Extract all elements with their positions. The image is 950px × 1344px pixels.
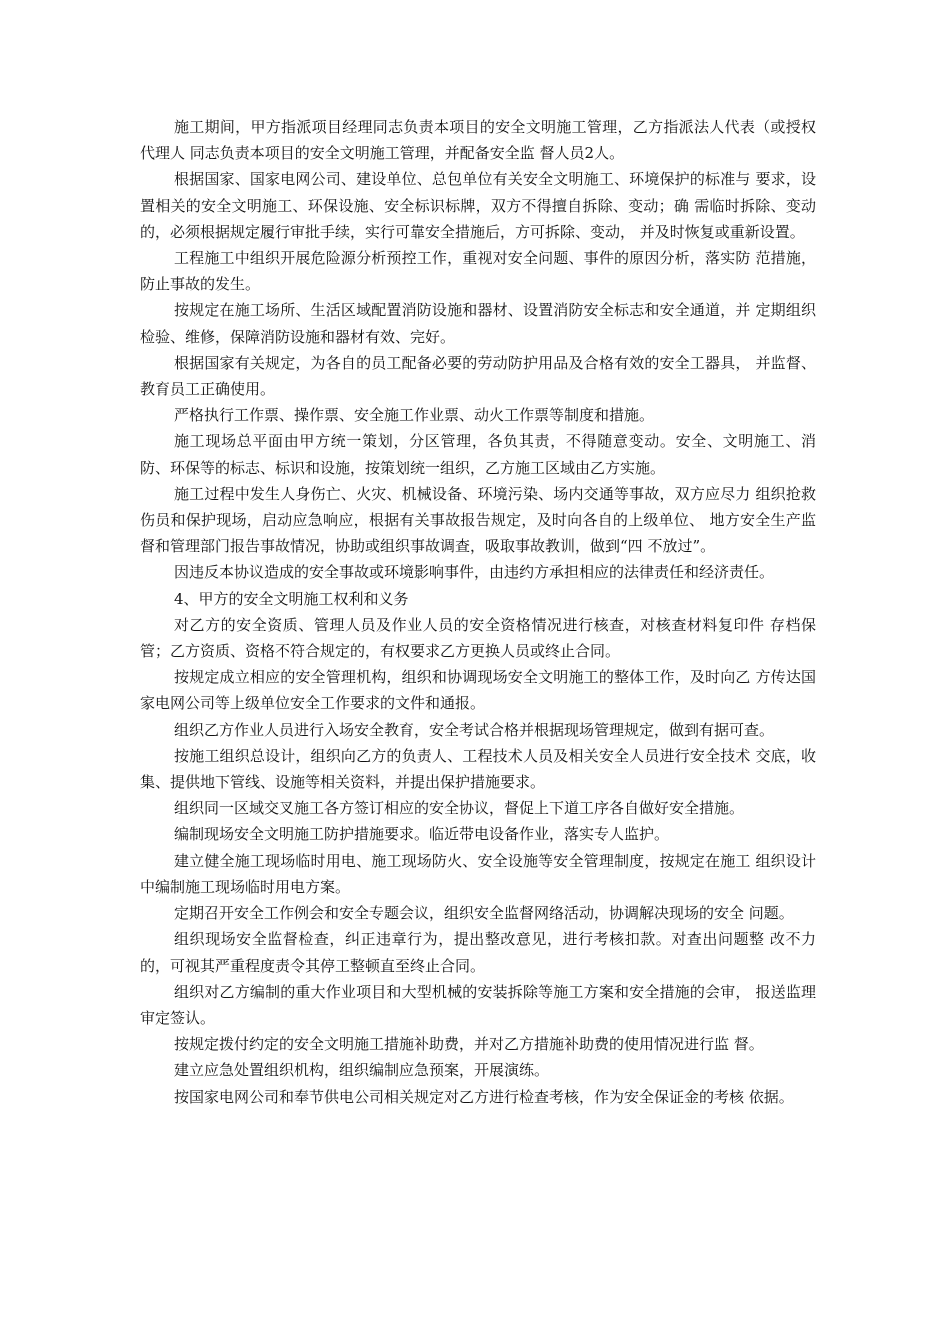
document-page <box>140 114 816 1110</box>
paragraph-qualification-check: 对乙方的安全资质、管理人员及作业人员的安全资格情况进行核查，对核查材料复印件 存档保管；乙方资质、资格不符合规定的，有权要求乙方更换人员或终止合同。 <box>140 615 816 661</box>
paragraph-entry-education: 组织乙方作业人员进行入场安全教育，安全考试合格并根据现场管理规定，做到有据可查。 <box>174 720 775 739</box>
paragraph-emergency-plan: 建立应急处置组织机构，组织编制应急预案，开展演练。 <box>174 1061 550 1080</box>
paragraph-assessment: 按国家电网公司和奉节供电公司相关规定对乙方进行检查考核，作为安全保证金的考核 依据。 <box>174 1087 794 1106</box>
paragraph-safety-organization: 按规定成立相应的安全管理机构，组织和协调现场安全文明施工的整体工作，及时向乙 方传达国家电网公司等上级单位安全工作要求的文件和通报。 <box>140 668 816 713</box>
paragraph-cross-work-agreement: 组织同一区域交叉施工各方签订相应的安全协议，督促上下道工序各自做好安全措施。 <box>174 799 745 818</box>
paragraph-safety-management-assignment: 施工期间，甲方指派项目经理同志负责本项目的安全文明施工管理，乙方指派法人代表（或授权代理人 同志负责本项目的安全文明施工管理，并配备安全监 督人员2人。 <box>140 118 816 163</box>
paragraph-subsidy-payment: 按规定拨付约定的安全文明施工措施补助费，并对乙方措施补助费的使用情况进行监 督。 <box>174 1035 764 1054</box>
paragraph-protective-measures: 编制现场安全文明施工防护措施要求。临近带电设备作业，落实专人监护。 <box>174 825 670 844</box>
paragraph-accident-response: 施工过程中发生人身伤亡、火灾、机械设备、环境污染、场内交通等事故，双方应尽力 组织抢救伤员和保护现场，启动应急响应，根据有关事故报告规定，及时向各自的上级单位、 地方安全生产监督和管理部门报告事故情况，协助或组织事故调查，吸取事故教训，做到“四 不放过”。 <box>140 484 816 556</box>
paragraph-hazard-analysis: 工程施工中组织开展危险源分析预控工作，重视对安全问题、事件的原因分析，落实防 范措施，防止事故的发生。 <box>140 249 816 294</box>
paragraph-safety-inspection: 组织现场安全监督检查，纠正违章行为，提出整改意见，进行考核扣款。对查出问题整 改不力的，可视其严重程度责令其停工整顿直至终止合同。 <box>140 930 816 975</box>
paragraph-fire-facilities: 按规定在施工场所、生活区域配置消防设施和器材、设置消防安全标志和安全通道，并 定期组织检验、维修，保障消防设施和器材有效、完好。 <box>140 301 816 346</box>
section-heading-party-a-rights: 4、甲方的安全文明施工权利和义务 <box>174 589 409 608</box>
paragraph-site-layout: 施工现场总平面由甲方统一策划，分区管理，各负其责，不得随意变动。安全、文明施工、消防、环保等的标志、标识和设施，按策划统一组织，乙方施工区域由乙方实施。 <box>140 432 816 477</box>
paragraph-liability: 因违反本协议造成的安全事故或环境影响事件，由违约方承担相应的法律责任和经济责任。 <box>174 563 775 582</box>
paragraph-work-permits: 严格执行工作票、操作票、安全施工作业票、动火工作票等制度和措施。 <box>174 406 655 425</box>
paragraph-plan-review: 组织对乙方编制的重大作业项目和大型机械的安装拆除等施工方案和安全措施的会审， 报送监理审定签认。 <box>140 982 816 1027</box>
paragraph-safety-meetings: 定期召开安全工作例会和安全专题会议，组织安全监督网络活动，协调解决现场的安全 问题。 <box>174 904 794 923</box>
paragraph-safety-facilities-standards: 根据国家、国家电网公司、建设单位、总包单位有关安全文明施工、环境保护的标准与 要求，设置相关的安全文明施工、环保设施、安全标识标牌，双方不得擅自拆除、变动；确 需临时拆除、变动的，必须根据规定履行审批手续，实行可靠安全措施后，方可拆除、变动， 并及时恢复或重新设置。 <box>140 170 816 241</box>
paragraph-technical-briefing: 按施工组织总设计，组织向乙方的负责人、工程技术人员及相关安全人员进行安全技术 交底，收集、提供地下管线、设施等相关资料，并提出保护措施要求。 <box>140 746 816 792</box>
paragraph-management-system: 建立健全施工现场临时用电、施工现场防火、安全设施等安全管理制度，按规定在施工 组织设计中编制施工现场临时用电方案。 <box>140 851 816 896</box>
paragraph-protective-equipment: 根据国家有关规定，为各自的员工配备必要的劳动防护用品及合格有效的安全工器具， 并监督、教育员工正确使用。 <box>140 353 816 399</box>
